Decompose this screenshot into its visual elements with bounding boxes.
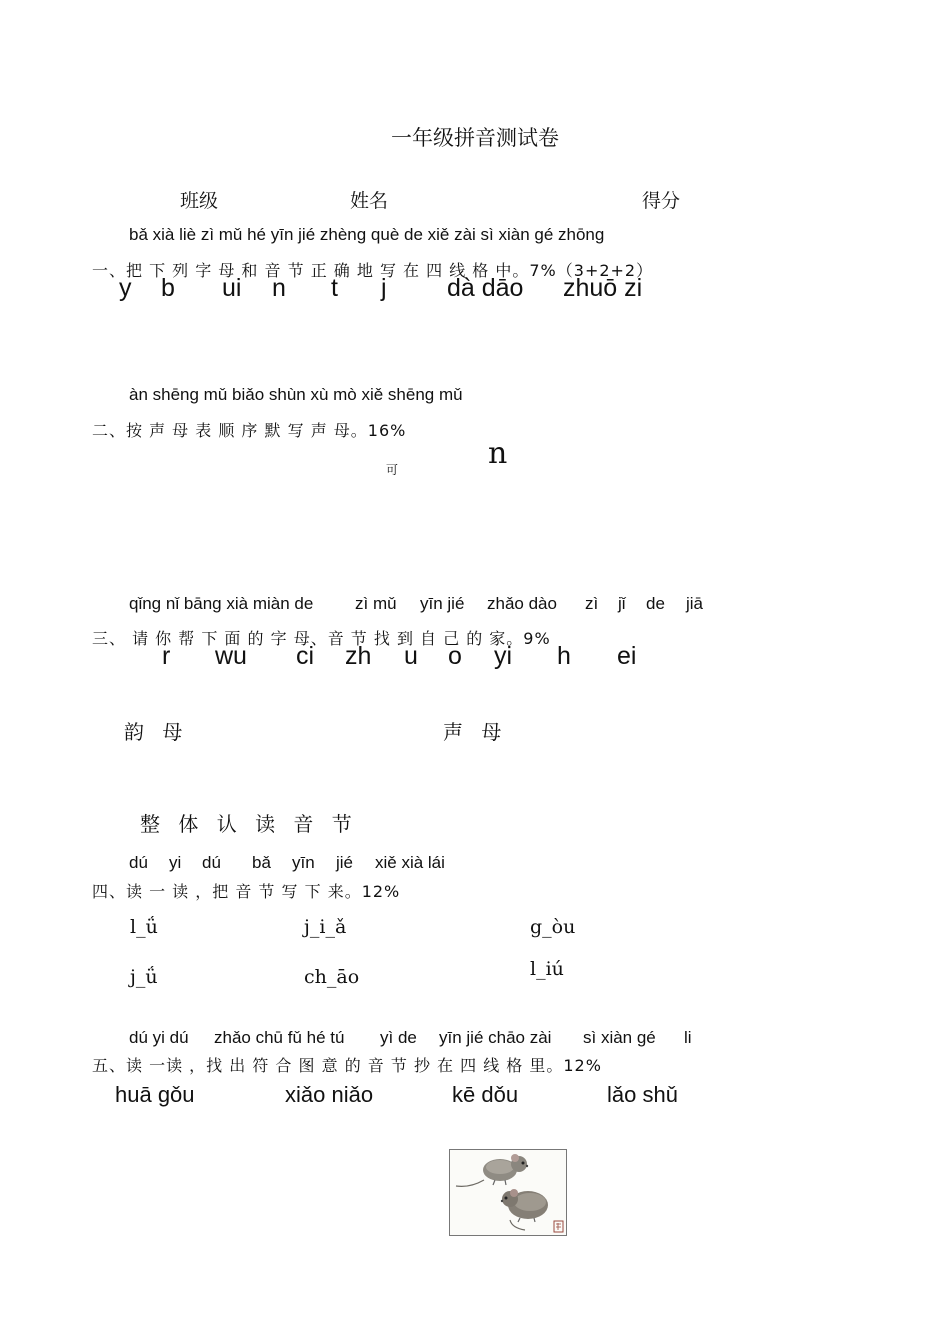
q1-item: dà dāo — [447, 274, 524, 302]
q1-item: t — [331, 274, 338, 302]
q3-item: u — [404, 642, 418, 670]
q1-item: zhuō zi — [563, 274, 643, 302]
q5-item: kē dǒu — [452, 1082, 519, 1107]
q4-pinyin: bǎ — [252, 853, 271, 872]
q3-item: h — [557, 642, 571, 670]
q5-item: xiǎo niǎo — [285, 1082, 374, 1107]
q2-pinyin: àn shēng mǔ biǎo shùn xù mò xiě shēng mǔ — [129, 385, 463, 404]
score-label: 得分 — [642, 190, 681, 212]
q3-item: yi — [494, 642, 513, 670]
q4-blank: l_iú — [530, 958, 564, 980]
q4-blank: g_òu — [530, 916, 576, 938]
q3-item: zh — [345, 642, 372, 670]
class-label: 班级 — [180, 190, 219, 212]
mice-picture-icon — [450, 1150, 566, 1235]
q1-item: j — [381, 274, 387, 302]
q3-item: wu — [215, 642, 247, 670]
q5-pinyin: sì xiàn gé — [583, 1028, 656, 1047]
q4-pinyin: xiě xià lái — [375, 853, 445, 872]
q4-pinyin: yīn — [292, 853, 315, 872]
q1-item: y — [119, 274, 132, 302]
q3-pinyin: yīn jié — [420, 594, 465, 613]
q5-pinyin: yì de — [380, 1028, 417, 1047]
q4-pinyin: yi — [169, 853, 182, 872]
q3-pinyin: zì mǔ — [355, 594, 397, 613]
q3-pinyin: jiā — [686, 594, 704, 613]
mice-picture — [449, 1149, 567, 1236]
q4-blank: ch_āo — [304, 966, 360, 988]
q3-item: ci — [296, 642, 315, 670]
q3-pinyin: zhǎo dào — [487, 594, 557, 613]
q3-item: o — [448, 642, 462, 670]
q4-blank: j_ǘ — [130, 966, 158, 988]
page-title: 一年级拼音测试卷 — [391, 126, 559, 150]
q3-pinyin: jǐ — [618, 594, 626, 613]
q4-blank: l_ǘ — [130, 916, 158, 938]
shengmu-label: 声 母 — [443, 720, 508, 744]
q5-item: huā gǒu — [115, 1082, 195, 1107]
q1-item: n — [272, 274, 286, 302]
q3-item: r — [162, 642, 171, 670]
q5-item: lǎo shǔ — [607, 1082, 678, 1107]
q3-item: ei — [617, 642, 637, 670]
q1-text: 一、把 下 列 字 母 和 音 节 正 确 地 写 在 四 线 格 中。7%（3+2+2） — [92, 261, 654, 280]
q4-blank: j_i_ǎ — [304, 916, 347, 938]
q5-pinyin: dú yi dú — [129, 1028, 189, 1047]
q5-pinyin: yīn jié chāo zài — [439, 1028, 552, 1047]
q1-pinyin: bǎ xià liè zì mǔ hé yīn jié zhèng què de xiě zài sì xiàn gé zhōng — [129, 225, 605, 244]
q4-pinyin: dú — [129, 853, 148, 872]
q2-letter: n — [488, 436, 508, 471]
q5-text: 五、读 一读 ，找 出 符 合 图 意 的 音 节 抄 在 四 线 格 里。12% — [92, 1056, 602, 1075]
q5-pinyin: li — [684, 1028, 692, 1047]
q1-item: b — [161, 274, 175, 302]
name-label: 姓名 — [350, 190, 389, 212]
zhengti-label: 整 体 认 读 音 节 — [140, 812, 358, 836]
q5-pinyin: zhǎo chū fǔ hé tú — [214, 1028, 345, 1047]
q2-small-char: 可 — [386, 463, 399, 477]
q3-pinyin: zì — [585, 594, 599, 613]
q3-text: 三、 请 你 帮 下 面 的 字 母、音 节 找 到 自 己 的 家。9% — [92, 629, 551, 648]
q3-pinyin: qǐng nǐ bāng xià miàn de — [129, 594, 314, 613]
q4-pinyin: jié — [336, 853, 354, 872]
yunmu-label: 韵 母 — [124, 720, 189, 744]
q2-text: 二、按 声 母 表 顺 序 默 写 声 母。16% — [92, 421, 407, 440]
q3-pinyin: de — [646, 594, 665, 613]
q1-item: ui — [222, 274, 242, 302]
q4-text: 四、读 一 读 ，把 音 节 写 下 来。12% — [92, 882, 401, 901]
q4-pinyin: dú — [202, 853, 221, 872]
